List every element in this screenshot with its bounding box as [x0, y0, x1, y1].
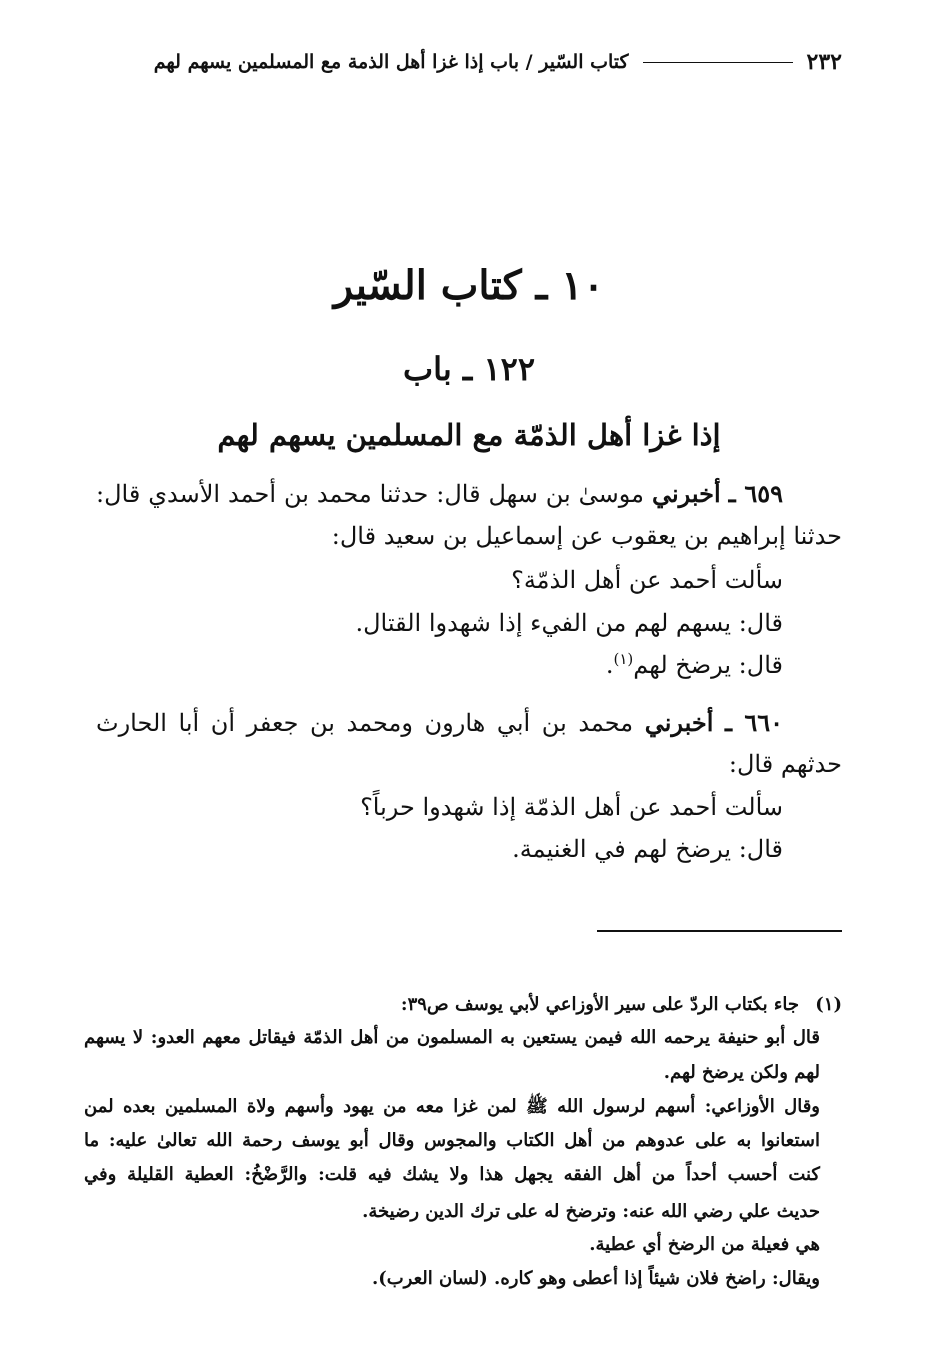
- footnote-line-9: ويقال: راضخ فلان شيئاً إذا أعطى وهو كاره. (لسان العرب).: [371, 1268, 820, 1289]
- hadith-659-line-1: [96, 475, 783, 513]
- hadith-660-line-4: قال: يرضخ لهم في الغنيمة.: [512, 835, 783, 863]
- footnote-text: جاء بكتاب الردّ على سير الأوزاعي لأبي يوسف ص٣٩:: [400, 994, 799, 1015]
- header-rule: [643, 62, 793, 63]
- book-heading: ١٠ ـ كتاب السّير: [333, 262, 605, 309]
- footnote-reference: (١): [613, 650, 634, 668]
- hadith-659-line-5: [606, 646, 783, 684]
- hadith-text: موسىٰ بن سهل قال: حدثنا محمد بن أحمد الأسدي قال:: [96, 480, 645, 508]
- hadith-660-line-3: سألت أحمد عن أهل الذمّة إذا شهدوا حرباً؟: [360, 793, 783, 821]
- hadith-number: ٦٥٩ ـ: [728, 479, 783, 508]
- footnote-line-6: كنت أحسب أحداً من أهل الفقه يجهل هذا ولا يشك فيه قلت: والرَّضْخُ: العطية القليلة وفي: [84, 1164, 820, 1185]
- hadith-660-line-2: حدثهم قال:: [728, 750, 842, 778]
- footnote-line-1: [401, 990, 842, 1020]
- footnote-line-3: لهم ولكن يرضخ لهم.: [663, 1062, 820, 1083]
- hadith-number: ٦٦٠ ـ: [724, 708, 783, 737]
- footnote-separator: [597, 930, 842, 932]
- hadith-660-line-1: [96, 704, 783, 742]
- hadith-659-line-2: حدثنا إبراهيم بن يعقوب عن إسماعيل بن سعيد قال:: [331, 522, 842, 550]
- footnote-line-7: حديث علي رضي الله عنه: وترضخ له على ترك الدين رضيخة.: [362, 1201, 820, 1222]
- footnote-line-8: هي فعيلة من الرضخ أي عطية.: [589, 1234, 820, 1255]
- hadith-text: محمد بن أبي هارون ومحمد بن جعفر أن أبا الحارث: [96, 709, 634, 737]
- running-header: [78, 42, 842, 82]
- page-number: ٢٣٢: [806, 49, 842, 75]
- hadith-text-end: .: [605, 651, 614, 679]
- footnote-line-2: قال أبو حنيفة يرحمه الله فيمن يستعين به المسلمون من أهل الذمّة فيقاتل معهم العدو: لا يسهم: [84, 1027, 820, 1048]
- footnote-line-5: استعانوا به على عدوهم من أهل الكتاب والمجوس وقال أبو يوسف رحمة الله تعالىٰ عليه: ما: [84, 1130, 820, 1151]
- running-header-title: كتاب السّير / باب إذا غزا أهل الذمة مع المسلمين يسهم لهم: [153, 51, 629, 73]
- footnote-line-4: وقال الأوزاعي: أسهم لرسول الله ﷺ لمن غزا معه من يهود وأسهم ولاة المسلمين بعده لمن: [84, 1096, 820, 1117]
- hadith-659-line-3: سألت أحمد عن أهل الذمّة؟: [511, 566, 783, 594]
- chapter-title: إذا غزا أهل الذمّة مع المسلمين يسهم لهم: [217, 418, 721, 452]
- chapter-heading: ١٢٢ ـ باب: [403, 350, 535, 388]
- footnote-marker: (١): [815, 994, 842, 1015]
- hadith-lead: أخبرني: [652, 479, 721, 508]
- hadith-lead: أخبرني: [644, 708, 714, 737]
- hadith-659-line-4: قال: يسهم لهم من الفيء إذا شهدوا القتال.: [355, 609, 783, 637]
- hadith-text: قال: يرضخ لهم: [633, 651, 783, 679]
